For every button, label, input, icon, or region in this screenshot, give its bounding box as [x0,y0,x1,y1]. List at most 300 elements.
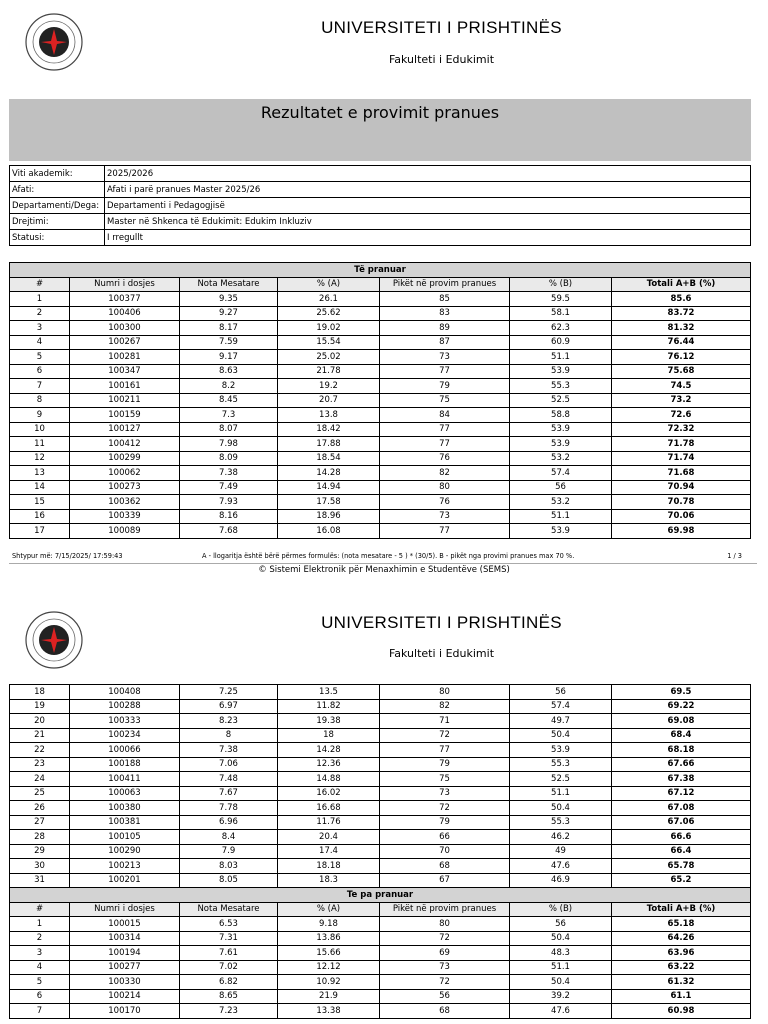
table-cell: 7.67 [180,786,278,801]
table-cell: 30 [10,859,70,874]
table-cell: 65.18 [612,917,751,932]
table-cell: 7.25 [180,685,278,700]
info-row [10,198,751,214]
table-cell: 11.76 [278,815,380,830]
table-cell: 15.54 [278,335,380,350]
table-cell: 51.1 [510,509,612,524]
table-cell: 100214 [70,989,180,1004]
table-cell: 48.3 [510,946,612,961]
table-row [10,306,751,321]
table-cell: 73 [380,350,510,365]
table-cell: 76 [380,451,510,466]
accepted-table [9,262,751,539]
table-cell: 7 [10,1004,70,1019]
table-cell: 71.68 [612,466,751,481]
table-cell: 8.03 [180,859,278,874]
info-label: Viti akademik: [10,166,105,182]
table-cell: 13.5 [278,685,380,700]
table-cell: 7.59 [180,335,278,350]
table-cell: 8.05 [180,873,278,888]
table-cell: 100066 [70,743,180,758]
table-cell: 66 [380,830,510,845]
table-cell: 12 [10,451,70,466]
table-cell: 100211 [70,393,180,408]
table-cell: 15 [10,495,70,510]
table-row [10,437,751,452]
table-cell: 6.82 [180,975,278,990]
table-row [10,379,751,394]
table-cell: 18.96 [278,509,380,524]
table-row [10,699,751,714]
table-cell: 7.78 [180,801,278,816]
table-cell: 100314 [70,931,180,946]
table-cell: 8.23 [180,714,278,729]
info-label: Departamenti/Dega: [10,198,105,214]
table-cell: 56 [510,480,612,495]
table-cell: 25.02 [278,350,380,365]
table-cell: 18.3 [278,873,380,888]
table-row [10,757,751,772]
table-cell: 46.2 [510,830,612,845]
table-cell: 100408 [70,685,180,700]
table-cell: 67.66 [612,757,751,772]
table-cell: 46.9 [510,873,612,888]
table-cell: 20 [10,714,70,729]
table-cell: 7.38 [180,743,278,758]
table-cell: 13.8 [278,408,380,423]
table-cell: 17.4 [278,844,380,859]
table-cell: 21.9 [278,989,380,1004]
table-cell: 70.78 [612,495,751,510]
table-cell: 67 [380,873,510,888]
table-cell: 100333 [70,714,180,729]
table-cell: 50.4 [510,975,612,990]
table-cell: 69.22 [612,699,751,714]
table-cell: 100161 [70,379,180,394]
info-table [9,165,751,246]
table-cell: 53.9 [510,743,612,758]
table-cell: 12.36 [278,757,380,772]
table-cell: 7.93 [180,495,278,510]
table-cell: 76.44 [612,335,751,350]
table-cell: 22 [10,743,70,758]
table-cell: 81.32 [612,321,751,336]
table-cell: 9.17 [180,350,278,365]
table-cell: 14.94 [278,480,380,495]
table-cell: 18.18 [278,859,380,874]
table-cell: 100412 [70,437,180,452]
table-row [10,917,751,932]
table-row [10,422,751,437]
table-cell: 100299 [70,451,180,466]
table-cell: 89 [380,321,510,336]
table-cell: 19.38 [278,714,380,729]
table-cell: 8.45 [180,393,278,408]
table-cell: 100062 [70,466,180,481]
table-cell: 20.4 [278,830,380,845]
table-cell: 26 [10,801,70,816]
section-accepted: Të pranuar [10,263,751,278]
faculty-name: Fakulteti i Edukimit [388,647,495,660]
table-row [10,989,751,1004]
column-header: # [10,902,70,917]
table-cell: 14.88 [278,772,380,787]
table-row [10,873,751,888]
university-name: UNIVERSITETI I PRISHTINËS [321,613,562,632]
column-header: Numri i dosjes [70,902,180,917]
table-cell: 57.4 [510,699,612,714]
table-cell: 60.98 [612,1004,751,1019]
table-cell: 49 [510,844,612,859]
table-cell: 39.2 [510,989,612,1004]
table-cell: 77 [380,524,510,539]
table-cell: 75 [380,393,510,408]
table-cell: 49.7 [510,714,612,729]
table-cell: 6.53 [180,917,278,932]
table-row [10,728,751,743]
column-header: # [10,277,70,292]
table-cell: 8.65 [180,989,278,1004]
table-cell: 47.6 [510,1004,612,1019]
table-row [10,960,751,975]
table-cell: 70.06 [612,509,751,524]
table-cell: 66.6 [612,830,751,845]
table-cell: 29 [10,844,70,859]
table-cell: 8 [180,728,278,743]
table-cell: 23 [10,757,70,772]
table-row [10,772,751,787]
table-cell: 100159 [70,408,180,423]
table-cell: 7.38 [180,466,278,481]
table-cell: 26.1 [278,292,380,307]
table-cell: 69 [380,946,510,961]
page-title: Rezultatet e provimit pranues [9,99,751,161]
table-cell: 59.5 [510,292,612,307]
info-label: Drejtimi: [10,214,105,230]
table-cell: 80 [380,480,510,495]
table-cell: 68.4 [612,728,751,743]
info-row [10,182,751,198]
sems-credit: © Sistemi Elektronik për Menaxhimin e Studentëve (SEMS) [258,565,510,575]
table-cell: 79 [380,815,510,830]
table-cell: 71.78 [612,437,751,452]
table-cell: 61.32 [612,975,751,990]
table-cell: 82 [380,466,510,481]
table-row [10,350,751,365]
table-cell: 83.72 [612,306,751,321]
table-cell: 17.58 [278,495,380,510]
table-cell: 74.5 [612,379,751,394]
table-cell: 7.48 [180,772,278,787]
table-cell: 55.3 [510,757,612,772]
table-cell: 7 [10,379,70,394]
table-cell: 62.3 [510,321,612,336]
table-cell: 7.68 [180,524,278,539]
table-cell: 47.6 [510,859,612,874]
table-cell: 5 [10,350,70,365]
table-cell: 53.2 [510,495,612,510]
table-cell: 68 [380,1004,510,1019]
table-cell: 73 [380,960,510,975]
table-cell: 77 [380,422,510,437]
table-cell: 51.1 [510,960,612,975]
table-cell: 100273 [70,480,180,495]
footer-divider [9,563,757,564]
table-cell: 8.16 [180,509,278,524]
table-cell: 53.2 [510,451,612,466]
table-cell: 100362 [70,495,180,510]
table-row [10,451,751,466]
table-cell: 69.5 [612,685,751,700]
table-cell: 63.22 [612,960,751,975]
table-cell: 100170 [70,1004,180,1019]
table-cell: 77 [380,743,510,758]
info-value: 2025/2026 [105,166,751,182]
table-cell: 7.3 [180,408,278,423]
table-cell: 100234 [70,728,180,743]
table-row [10,830,751,845]
table-cell: 51.1 [510,786,612,801]
table-cell: 28 [10,830,70,845]
table-cell: 67.06 [612,815,751,830]
table-cell: 9.27 [180,306,278,321]
table-cell: 18.42 [278,422,380,437]
table-cell: 10 [10,422,70,437]
table-row [10,786,751,801]
table-cell: 25 [10,786,70,801]
table-cell: 80 [380,917,510,932]
table-cell: 80 [380,685,510,700]
table-cell: 72 [380,801,510,816]
table-cell: 63.96 [612,946,751,961]
table-cell: 79 [380,757,510,772]
table-row [10,975,751,990]
table-cell: 83 [380,306,510,321]
table-cell: 68 [380,859,510,874]
table-cell: 31 [10,873,70,888]
table-cell: 7.06 [180,757,278,772]
table-cell: 50.4 [510,728,612,743]
table-cell: 16.08 [278,524,380,539]
table-cell: 27 [10,815,70,830]
column-header: Pikët në provim pranues [380,277,510,292]
table-cell: 71 [380,714,510,729]
info-label: Statusi: [10,230,105,246]
table-cell: 100339 [70,509,180,524]
table-cell: 14 [10,480,70,495]
table-cell: 16 [10,509,70,524]
table-cell: 19.2 [278,379,380,394]
table-row [10,408,751,423]
column-header: Pikët në provim pranues [380,902,510,917]
table-cell: 18.54 [278,451,380,466]
page-2 [0,598,768,1024]
column-header: Nota Mesatare [180,902,278,917]
section-not-accepted: Te pa pranuar [10,888,751,903]
table-cell: 100300 [70,321,180,336]
table-cell: 21.78 [278,364,380,379]
table-row [10,393,751,408]
table-cell: 1 [10,292,70,307]
table-row [10,509,751,524]
table-cell: 50.4 [510,801,612,816]
table-cell: 13 [10,466,70,481]
table-cell: 7.49 [180,480,278,495]
table-cell: 100277 [70,960,180,975]
table-cell: 77 [380,364,510,379]
table-cell: 72 [380,931,510,946]
table-cell: 76 [380,495,510,510]
table-cell: 8.17 [180,321,278,336]
table-row [10,743,751,758]
table-cell: 73 [380,786,510,801]
column-header: Nota Mesatare [180,277,278,292]
table-row [10,524,751,539]
page-number: 1 / 3 [727,552,742,560]
table-cell: 53.9 [510,422,612,437]
table-cell: 19.02 [278,321,380,336]
table-cell: 75 [380,772,510,787]
results-table-continued [9,684,751,1019]
info-value: Master në Shkenca të Edukimit: Edukim Inkluziv [105,214,751,230]
table-cell: 64.26 [612,931,751,946]
table-cell: 2 [10,306,70,321]
info-row [10,166,751,182]
table-cell: 7.9 [180,844,278,859]
table-row [10,321,751,336]
table-cell: 16.68 [278,801,380,816]
table-row [10,466,751,481]
table-cell: 67.38 [612,772,751,787]
table-cell: 73.2 [612,393,751,408]
table-row [10,335,751,350]
table-cell: 57.4 [510,466,612,481]
table-cell: 76.12 [612,350,751,365]
table-cell: 56 [510,917,612,932]
table-cell: 17 [10,524,70,539]
table-cell: 75.68 [612,364,751,379]
table-cell: 6 [10,989,70,1004]
table-cell: 72.6 [612,408,751,423]
table-cell: 7.98 [180,437,278,452]
column-header: % (A) [278,902,380,917]
table-cell: 100347 [70,364,180,379]
table-cell: 6.97 [180,699,278,714]
info-value: I rregullt [105,230,751,246]
university-name: UNIVERSITETI I PRISHTINËS [321,18,562,37]
table-cell: 100089 [70,524,180,539]
table-cell: 84 [380,408,510,423]
table-cell: 72 [380,975,510,990]
table-cell: 67.12 [612,786,751,801]
table-row [10,480,751,495]
table-cell: 20.7 [278,393,380,408]
table-cell: 69.98 [612,524,751,539]
column-header: Totali A+B (%) [612,277,751,292]
info-row [10,214,751,230]
table-cell: 70.94 [612,480,751,495]
table-cell: 14.28 [278,743,380,758]
table-cell: 14.28 [278,466,380,481]
table-cell: 8 [10,393,70,408]
table-cell: 67.08 [612,801,751,816]
table-cell: 100377 [70,292,180,307]
table-cell: 100194 [70,946,180,961]
table-cell: 53.9 [510,437,612,452]
table-cell: 1 [10,917,70,932]
table-row [10,685,751,700]
table-cell: 12.12 [278,960,380,975]
table-cell: 25.62 [278,306,380,321]
table-cell: 58.1 [510,306,612,321]
table-cell: 61.1 [612,989,751,1004]
table-cell: 8.2 [180,379,278,394]
table-cell: 9.18 [278,917,380,932]
table-row [10,859,751,874]
table-cell: 100015 [70,917,180,932]
table-cell: 11 [10,437,70,452]
table-cell: 85 [380,292,510,307]
table-cell: 85.6 [612,292,751,307]
table-cell: 6 [10,364,70,379]
info-row [10,230,751,246]
table-cell: 65.2 [612,873,751,888]
table-cell: 100063 [70,786,180,801]
table-cell: 13.38 [278,1004,380,1019]
table-cell: 52.5 [510,772,612,787]
info-value: Departamenti i Pedagogjisë [105,198,751,214]
info-label: Afati: [10,182,105,198]
table-cell: 18 [10,685,70,700]
table-cell: 100267 [70,335,180,350]
table-row [10,1004,751,1019]
table-cell: 60.9 [510,335,612,350]
table-cell: 10.92 [278,975,380,990]
table-cell: 3 [10,946,70,961]
table-row [10,815,751,830]
table-row [10,714,751,729]
table-cell: 18 [278,728,380,743]
table-cell: 100105 [70,830,180,845]
table-cell: 73 [380,509,510,524]
table-cell: 11.82 [278,699,380,714]
table-cell: 3 [10,321,70,336]
table-row [10,364,751,379]
table-cell: 4 [10,335,70,350]
formula-note: A - llogaritja është bërë përmes formulës: (nota mesatare - 5 ) * (30/5). B - pikët nga provimi pranues max 70 %. [202,552,575,560]
table-cell: 100411 [70,772,180,787]
table-cell: 7.61 [180,946,278,961]
table-cell: 56 [380,989,510,1004]
table-cell: 16.02 [278,786,380,801]
table-cell: 69.08 [612,714,751,729]
table-cell: 4 [10,960,70,975]
table-cell: 72.32 [612,422,751,437]
table-cell: 5 [10,975,70,990]
table-cell: 100213 [70,859,180,874]
table-cell: 58.8 [510,408,612,423]
column-header: Totali A+B (%) [612,902,751,917]
table-cell: 9 [10,408,70,423]
table-cell: 19 [10,699,70,714]
table-cell: 53.9 [510,524,612,539]
print-date: Shtypur më: 7/15/2025/ 17:59:43 [12,552,123,560]
table-cell: 2 [10,931,70,946]
table-cell: 100127 [70,422,180,437]
table-cell: 100330 [70,975,180,990]
table-cell: 7.31 [180,931,278,946]
table-cell: 17.88 [278,437,380,452]
